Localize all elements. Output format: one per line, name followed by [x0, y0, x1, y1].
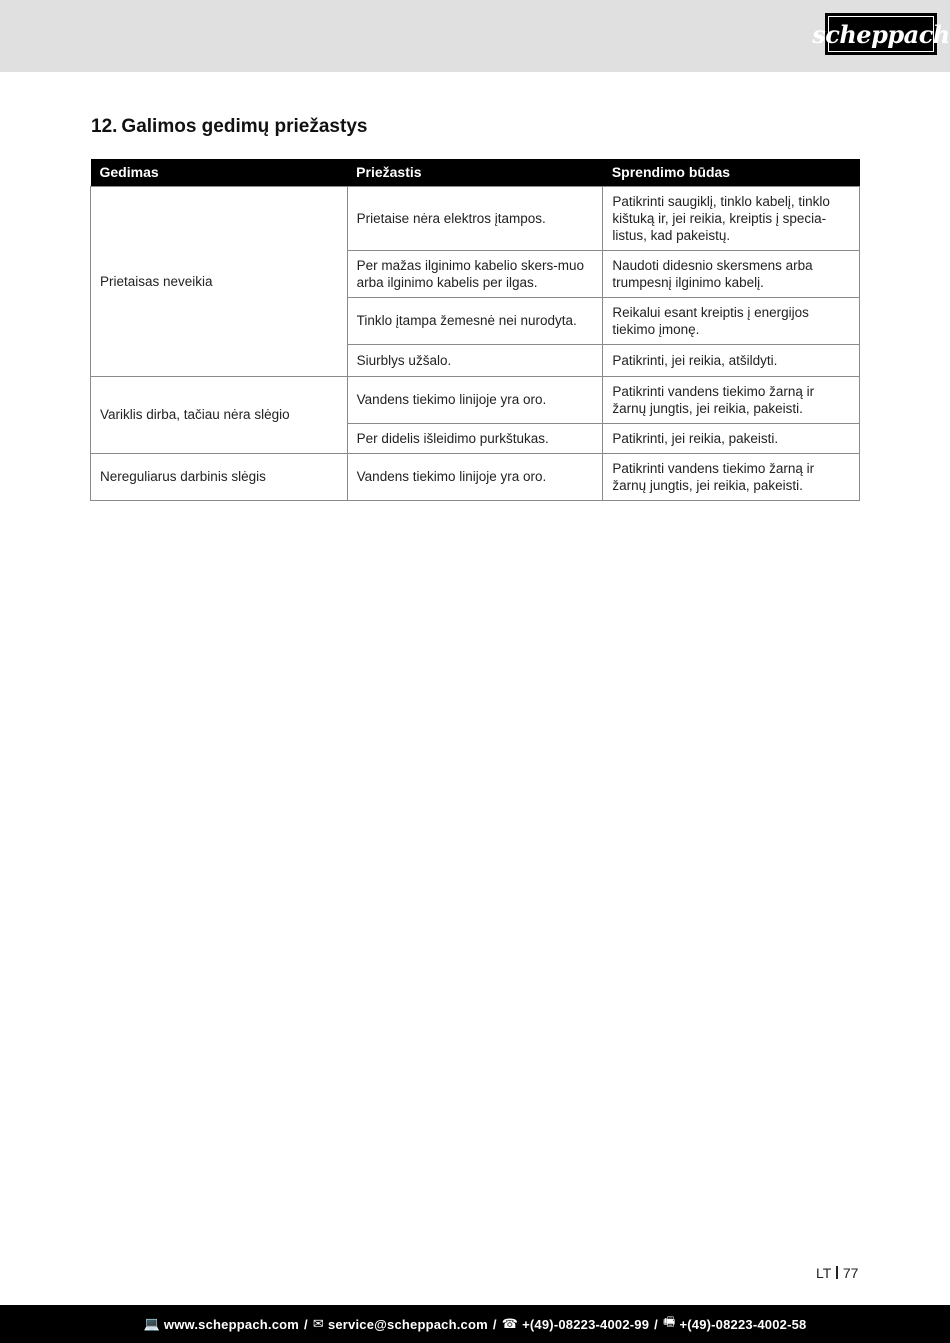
footer-band — [0, 1305, 950, 1343]
section-number: 12. — [91, 116, 118, 137]
solution-cell: Patikrinti, jei reikia, pakeisti. — [603, 423, 860, 453]
section-title-text: Galimos gedimų priežastys — [121, 116, 368, 137]
cause-cell: Prietaise nėra elektros įtampos. — [347, 186, 603, 250]
solution-cell: Patikrinti vandens tiekimo žarną ir žarnų jungtis, jei reikia, pakeisti. — [603, 453, 860, 500]
fault-cell: Nereguliarus darbinis slėgis — [91, 453, 348, 500]
laptop-icon: 💻 — [143, 1316, 160, 1331]
header-cause: Priežastis — [347, 159, 603, 186]
table-row — [91, 186, 860, 250]
cause-cell: Tinklo įtampa žemesnė nei nurodyta. — [347, 297, 603, 344]
fax-icon: 🖷 — [662, 1314, 676, 1329]
section-title — [91, 116, 367, 138]
header-fault: Gedimas — [91, 159, 348, 186]
footer-email[interactable]: service@scheppach.com — [327, 1316, 488, 1332]
table-row — [91, 453, 860, 500]
table-row — [91, 376, 860, 423]
header-solution: Sprendimo būdas — [603, 159, 860, 186]
solution-cell: Naudoti didesnio skersmens arba trumpesnį ilginimo kabelį. — [603, 250, 860, 297]
cause-cell: Siurblys užšalo. — [347, 344, 603, 376]
solution-cell: Patikrinti, jei reikia, atšildyti. — [603, 344, 860, 376]
cause-cell: Vandens tiekimo linijoje yra oro. — [347, 376, 603, 423]
solution-cell: Patikrinti vandens tiekimo žarną ir žarnų jungtis, jei reikia, pakeisti. — [603, 376, 860, 423]
fault-cell: Prietaisas neveikia — [91, 186, 348, 376]
footer-website[interactable]: www.scheppach.com — [163, 1316, 300, 1332]
fault-cell: Variklis dirba, tačiau nėra slėgio — [91, 376, 348, 453]
cause-cell: Per mažas ilginimo kabelio skers-muo arba ilginimo kabelis per ilgas. — [347, 250, 603, 297]
footer-fax: +(49)-08223-4002-58 — [679, 1316, 807, 1332]
troubleshooting-table — [90, 159, 860, 501]
header-band — [0, 0, 950, 72]
cause-cell: Vandens tiekimo linijoje yra oro. — [347, 453, 603, 500]
table-header-row — [91, 159, 860, 186]
envelope-icon: ✉ — [312, 1316, 324, 1331]
cause-cell: Per didelis išleidimo purkštukas. — [347, 423, 603, 453]
solution-cell: Patikrinti saugiklį, tinklo kabelį, tinklo kištuką ir, jei reikia, kreiptis į specia-listus, kad pakeistų. — [603, 186, 860, 250]
footer-phone: +(49)-08223-4002-99 — [522, 1316, 650, 1332]
solution-cell: Reikalui esant kreiptis į energijos tiekimo įmonę. — [603, 297, 860, 344]
page-number — [816, 1265, 858, 1281]
page-number-value: 77 — [842, 1265, 859, 1281]
phone-icon: ☎ — [501, 1316, 519, 1331]
scheppach-logo: scheppach — [825, 13, 937, 55]
footer-separator: / — [304, 1316, 308, 1332]
footer-separator: / — [492, 1316, 497, 1332]
footer-separator: / — [654, 1316, 658, 1332]
page-language: LT — [816, 1265, 832, 1281]
page-number-divider — [836, 1266, 838, 1279]
